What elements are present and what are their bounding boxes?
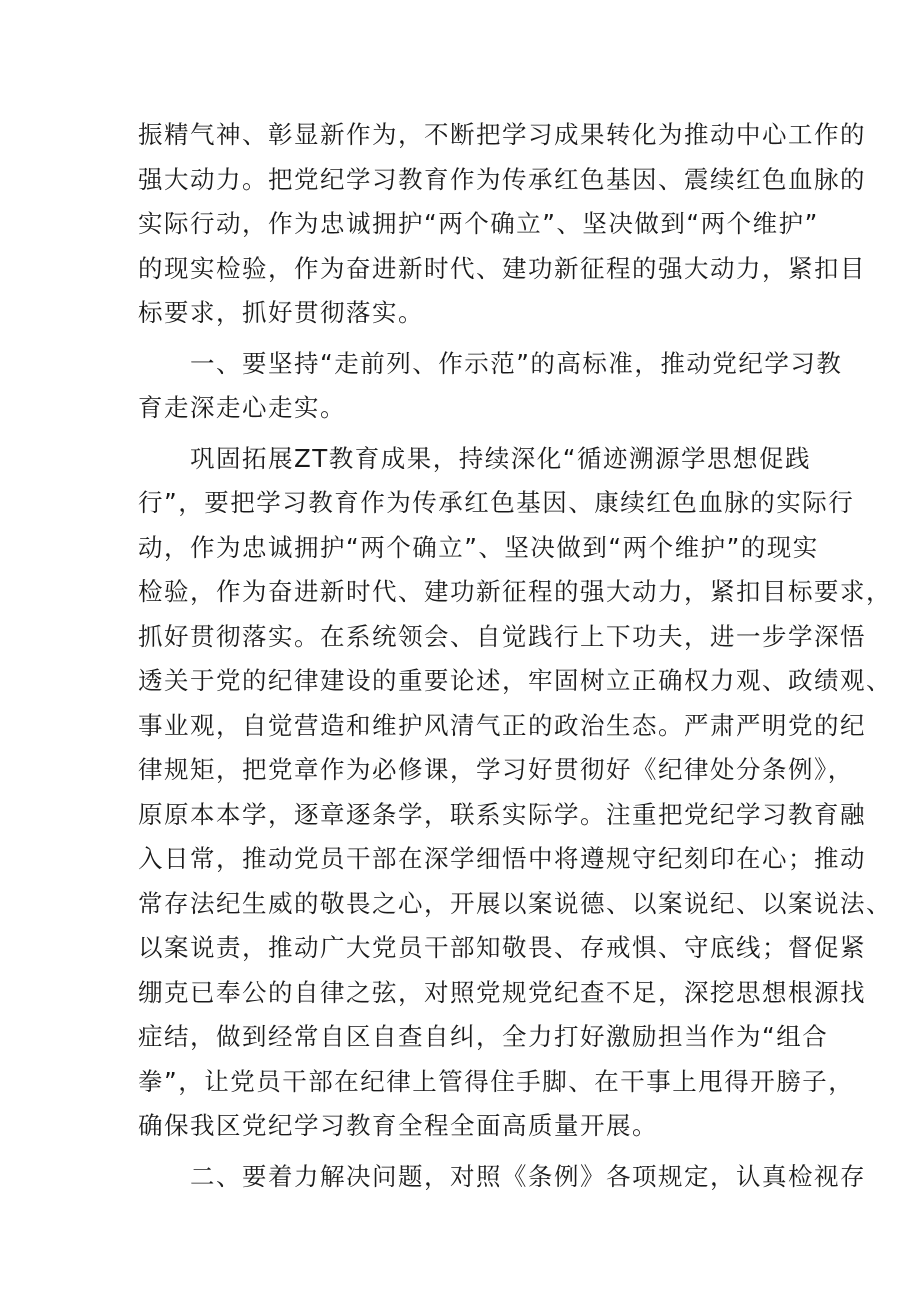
text-line: 律规矩，把党章作为必修课，学习好贯彻好《纪律处分条例》， <box>138 755 854 784</box>
text-line: 拳”，让党员干部在纪律上管得住手脚、在干事上甩得开膀子， <box>138 1066 855 1096</box>
text-line: 动，作为忠诚拥护“两个确立”、坚决做到“两个维护”的现实 <box>138 532 819 562</box>
paragraph-intro <box>138 113 866 336</box>
document-body <box>138 113 892 1199</box>
text-line: 二、要着力解决问题，对照《条例》各项规定，认真检视存 <box>138 1161 866 1191</box>
text-line: 确保我区党纪学习教育全程全面高质量开展。 <box>138 1111 658 1140</box>
text-line: 入日常，推动党员干部在深学细悟中将遵规守纪刻印在心；推动 <box>138 844 866 873</box>
text-line: 事业观，自觉营造和维护风清气正的政治生态。严肃严明党的纪 <box>138 710 866 740</box>
text-line: 行”，要把学习教育作为传承红色基因、康续红色血脉的实际行 <box>138 488 855 517</box>
text-line: 一、要坚持“走前列、作示范”的高标准，推动党纪学习教 <box>138 348 843 378</box>
text-line: 原原本本学，逐章逐条学，联系实际学。注重把党纪学习教育融 <box>138 799 866 829</box>
text-line: 绷克已奉公的自律之弦，对照党规党纪查不足，深挖思想根源找 <box>138 977 866 1007</box>
text-line: 强大动力。把党纪学习教育作为传承红色基因、震续红色血脉的 <box>138 164 866 194</box>
text-line: 以案说责，推动广大党员干部知敬畏、存戒惧、守底线；督促紧 <box>138 933 866 962</box>
text-line: 标要求，抓好贯彻落实。 <box>138 298 424 327</box>
text-line: 育走深走心走实。 <box>138 393 346 422</box>
text-line: 症结，做到经常自区自查自纠，全力打好激励担当作为“组合 <box>138 1022 829 1051</box>
paragraph-heading-2 <box>138 1155 866 1200</box>
text-line: 检验，作为奋进新时代、建功新征程的强大动力，紧扣目标要求， <box>138 577 892 606</box>
text-line: 常存法纪生威的敬畏之心，开展以案说德、以案说纪、以案说法、 <box>138 888 892 918</box>
text-line: 实际行动，作为忠诚拥护“两个确立”、坚决做到“两个维护” <box>138 209 819 238</box>
text-line: 透关于党的纪律建设的重要论述，牢固树立正确权力观、政绩观、 <box>138 666 892 695</box>
paragraph-heading-1 <box>138 342 843 431</box>
paragraph-body-1 <box>138 437 892 1149</box>
text-line: 巩固拓展ZT教育成果，持续深化“循迹溯源学思想促践 <box>138 443 811 473</box>
text-line: 振精气神、彰显新作为，不断把学习成果转化为推动中心工作的 <box>138 120 866 149</box>
text-line: 的现实检验，作为奋进新时代、建功新征程的强大动力，紧扣目 <box>138 253 866 283</box>
text-line: 抓好贯彻落实。在系统领会、自觉践行上下功夫，进一步学深悟 <box>138 621 866 651</box>
